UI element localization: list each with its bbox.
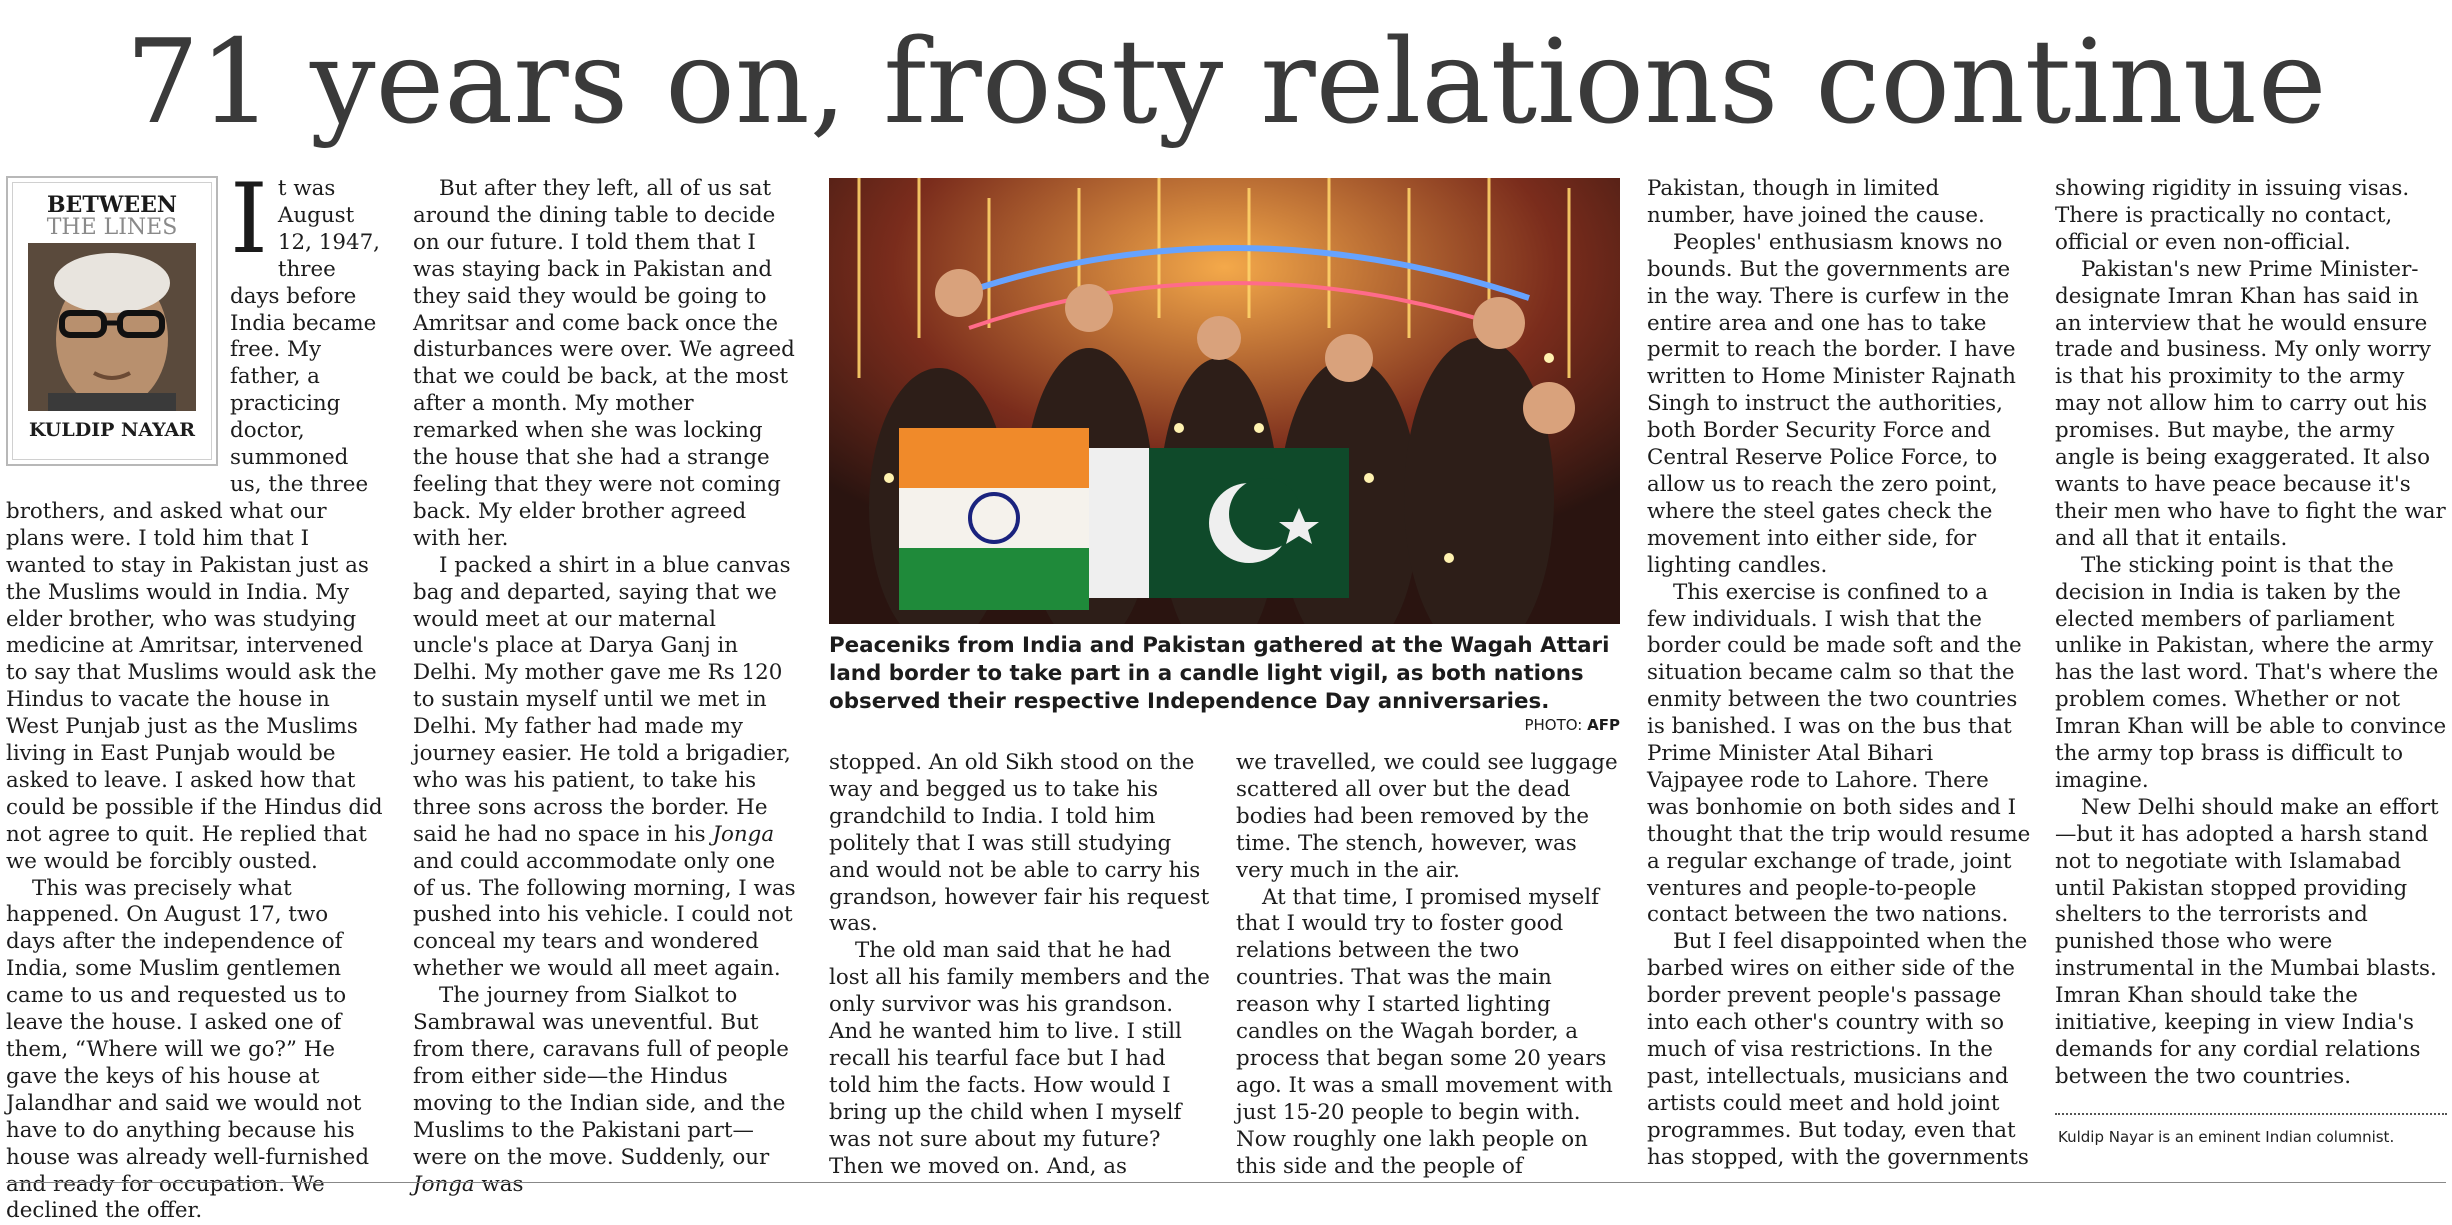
page-bottom-rule (6, 1182, 2446, 1183)
paragraph: This was precisely what happened. On August 17, two days after the independence of India, some Muslim gentlemen came to us and requested us to leave the house. I asked one of them, “Where will we go?” He gave the keys of his house at Jalandhar and said we would not have to do anything because his house was already well-furnished and ready for occupation. We declined the offer. (6, 875, 370, 1224)
article-column-3 (829, 750, 1213, 1181)
photo-credit (1400, 716, 1620, 734)
paragraph: This exercise is confined to a few individuals. I wish that the border could be made soft and the situation became calm so that the enmity between the two countries is banished. I was on the bus that Prime Minister Atal Bihari Vajpayee rode to Lahore. There was bonhomie on both sides and I thought that the trip would resume a regular exchange of trade, joint ventures and people-to-people contact between the two nations. (1647, 579, 2031, 928)
photo-caption: Peaceniks from India and Pakistan gathered at the Wagah Attari land border to take part in a candle light vigil, as both nations observed their respective Independence Day anniversaries. (829, 633, 1610, 714)
author-portrait (28, 243, 196, 411)
column-logo-box (6, 176, 218, 466)
paragraph: At that time, I promised myself that I would try to foster good relations between the two countries. That was the main reason why I started lighting candles on the Wagah border, a process that began some 20 years ago. It was a small movement with just 15-20 people to begin with. Now roughly one lakh people on this side and the people of (1236, 884, 1613, 1179)
headline: 71 years on, frosty relations continue (125, 15, 2327, 150)
article-column-2 (413, 176, 797, 1198)
author-footnote: Kuldip Nayar is an eminent Indian columnist. (2058, 1128, 2395, 1146)
paragraph: we travelled, we could see luggage scattered all over but the dead bodies had been removed by the time. The stench, however, was very much in the air. (1236, 750, 1618, 883)
paragraph: showing rigidity in issuing visas. There is practically no contact, official or even non-official. (2055, 176, 2410, 255)
italic-term: Jonga (712, 821, 775, 847)
author-name: KULDIP NAYAR (28, 419, 196, 441)
italic-term: Jonga (413, 1171, 475, 1197)
credit-label: PHOTO: (1524, 716, 1583, 734)
main-photo (829, 178, 1620, 624)
text-run: I packed a shirt in a blue canvas bag and departed, saying that we would meet at our maternal uncle's place at Darya Ganj in Delhi. My mother gave me Rs 120 to sustain myself until we met in Delhi. My father had made my journey easier. He told a brigadier, who was his patient, to take his three sons across the border. He said he had no space in his (413, 552, 791, 847)
column-title-line2: THE LINES (46, 215, 178, 240)
paragraph: Peoples' enthusiasm knows no bounds. But the governments are in the way. There is curfew in the entire area and one has to take permit to reach the border. I have written to Home Minister Rajnath Singh to instruct the authorities, both Border Security Force and Central Reserve Police Force, to allow us to reach the zero point, where the steel gates check the movement into either side, for lighting candles. (1647, 229, 2016, 578)
paragraph: But I feel disappointed when the barbed wires on either side of the border prevent people's passage into each other's country with so much of visa restrictions. In the past, intellectuals, musicians and artists could meet and hold joint programmes. But today, even that has stopped, with the governments (1647, 929, 2029, 1170)
paragraph: t was August 12, 1947, three days before India became free. My father, a practicing doctor, summoned us, the three brothers, and asked what our plans were. I told him that I wanted to stay in Pakistan just as the Muslims would in India. My elder brother, who was studying medicine at Amritsar, intervened to say that Muslims would ask the Hindus to vacate the house in West Punjab just as the Muslims living in East Punjab would be asked to leave. I asked how that could be possible if the Hindus did not agree to quit. He replied that we would be forcibly ousted. (6, 176, 383, 874)
article-column-4 (1236, 750, 1620, 1181)
credit-source: AFP (1587, 716, 1620, 734)
paragraph: The sticking point is that the decision in India is taken by the elected members of parliament unlike in Pakistan, where the army has the last word. That's where the problem comes. Whether or not Imran Khan will be able to convince the army top brass is difficult to imagine. (2055, 552, 2447, 793)
text-run: and could accommodate only one of us. The following morning, I was pushed into his vehicle. I could not conceal my tears and wondered whether we would all meet again. (413, 848, 796, 982)
text-run: was (474, 1171, 524, 1197)
drop-cap: I (230, 163, 268, 275)
paragraph (413, 983, 797, 1198)
paragraph: Pakistan, though in limited number, have joined the cause. (1647, 176, 1985, 228)
paragraph: stopped. An old Sikh stood on the way and begged us to take his grandchild to India. I told him politely that I was still studying and would not be able to carry his grandson, however fair his request was. (829, 750, 1210, 937)
article-column-5 (1647, 176, 2031, 1172)
article-column-6 (2055, 176, 2447, 1091)
text-run: The journey from Sialkot to Sambrawal was uneventful. But from there, caravans full of people from either side—the Hindus moving to the Indian side, and the Muslims to the Pakistani part—were on the move. Suddenly, our (413, 983, 789, 1170)
paragraph: The old man said that he had lost all his family members and the only survivor was his grandson. And he wanted him to live. I still recall his tearful face but I had told him the facts. How would I bring up the child when I myself was not sure about my future? Then we moved on. And, as (829, 938, 1210, 1179)
article-column-1 (6, 163, 383, 1225)
paragraph: Pakistan's new Prime Minister-designate Imran Khan has said in an interview that he would ensure trade and business. My only worry is that his proximity to the army may not allow him to carry out his promises. But maybe, the army angle is being exaggerated. It also wants to have peace because it's their men who have to fight the war and all that it entails. (2055, 256, 2446, 551)
paragraph (413, 553, 797, 984)
column-title-line1: BETWEEN (46, 192, 178, 218)
paragraph: New Delhi should make an effort—but it has adopted a harsh stand not to negotiate with Islamabad until Pakistan stopped providing shelters to the terrorists and punished those who were instrumental in the Mumbai blasts. Imran Khan should take the initiative, keeping in view India's demands for any cordial relations between the two countries. (2055, 794, 2439, 1089)
paragraph: But after they left, all of us sat around the dining table to decide on our future. I told them that I was staying back in Pakistan and they said they would be going to Amritsar and come back once the disturbances were over. We agreed that we could be back, at the most after a month. My mother remarked when she was locking the house that she had a strange feeling that they were not coming back. My elder brother agreed with her. (413, 176, 795, 551)
footnote-divider (2055, 1113, 2447, 1115)
